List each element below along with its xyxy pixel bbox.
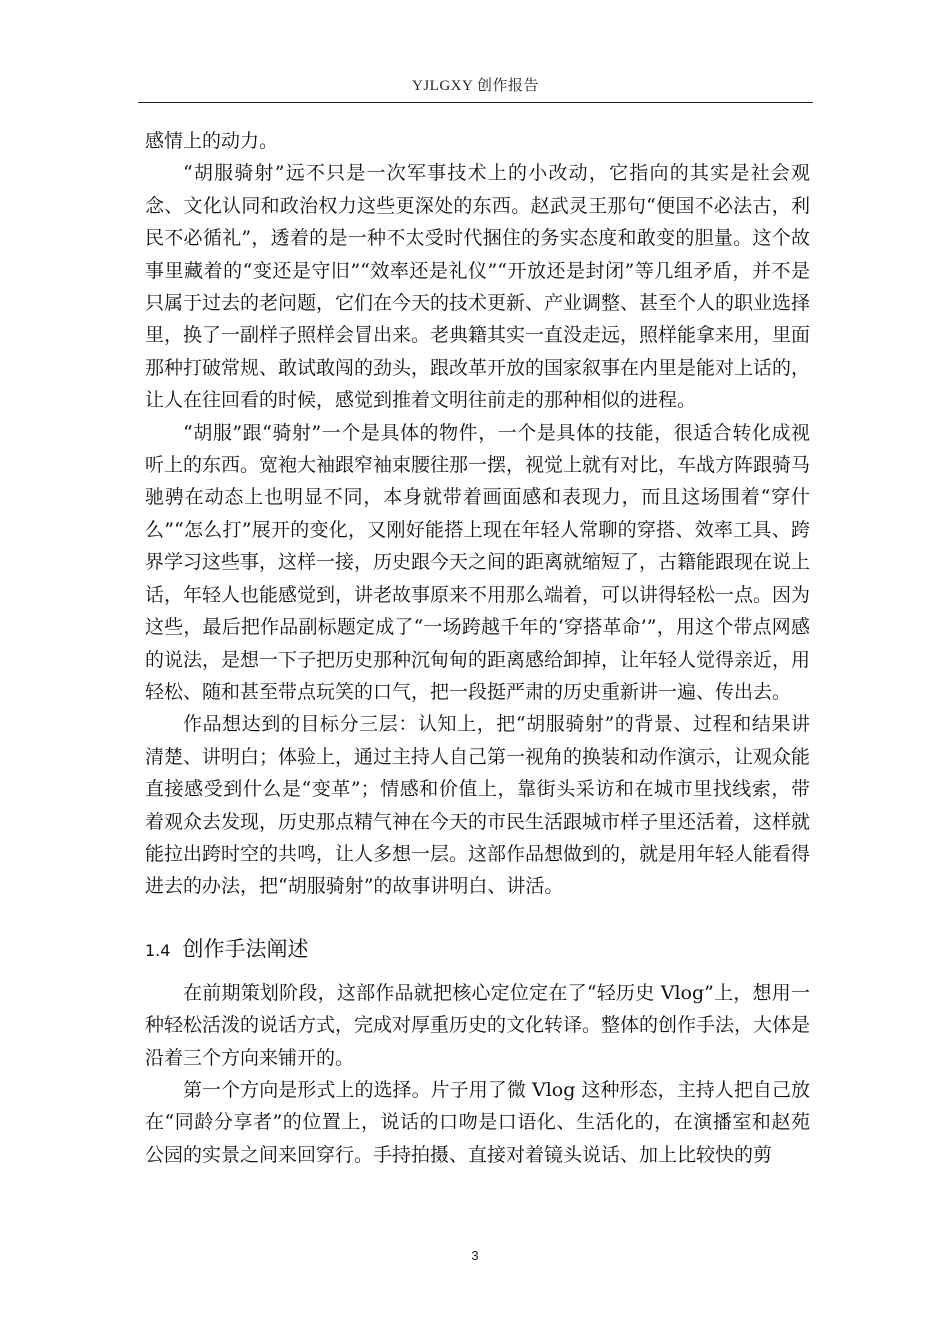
section-number: 1.4 <box>145 940 171 960</box>
header-divider <box>138 102 813 103</box>
paragraph: “胡服”跟“骑射”一个是具体的物件，一个是具体的技能，很适合转化成视听上的东西。宽袍大袖跟窄袖束腰往那一摆，视觉上就有对比，车战方阵跟骑马驰骋在动态上也明显不同，本身就带着画面感和表现力，而且这场围着“穿什么”“怎么打”展开的变化，又刚好能搭上现在年轻人常聊的穿搭、效率工具、跨界学习这些事，这样一接，历史跟今天之间的距离就缩短了，古籍能跟现在说上话，年轻人也能感觉到，讲老故事原来不用那么端着，可以讲得轻松一点。因为这些，最后把作品副标题定成了“一场跨越千年的‘穿搭革命’”，用这个带点网感的说法，是想一下子把历史那种沉甸甸的距离感给卸掉，让年轻人觉得亲近，用轻松、随和甚至带点玩笑的口气，把一段挺严肃的历史重新讲一遍、传出去。 <box>145 421 811 703</box>
document-body <box>145 125 810 1171</box>
running-header: YJLGXY 创作报告 <box>411 78 540 94</box>
section-heading <box>145 933 810 967</box>
page-number: 3 <box>471 1248 479 1263</box>
paragraph: 感情上的动力。 <box>145 130 279 152</box>
section-title: 创作手法阐述 <box>182 936 309 961</box>
paragraph: 在前期策划阶段，这部作品就把核心定位定在了“轻历史 Vlog”上，想用一种轻松活泼的说话方式，完成对厚重历史的文化转译。整体的创作手法，大体是沿着三个方向来铺开的。 <box>145 981 811 1069</box>
paragraph: 第一个方向是形式上的选择。片子用了微 Vlog 这种形态，主持人把自己放在“同龄分享者”的位置上，说话的口吻是口语化、生活化的，在演播室和赵苑公园的实景之间来回穿行。手持拍摄、直接对着镜头说话、加上比较快的剪 <box>145 1078 810 1166</box>
paragraph: “胡服骑射”远不只是一次军事技术上的小改动，它指向的其实是社会观念、文化认同和政治权力这些更深处的东西。赵武灵王那句“便国不必法古，利民不必循礼”，透着的是一种不太受时代捆住的务实态度和敢变的胆量。这个故事里藏着的“变还是守旧”“效率还是礼仪”“开放还是封闭”等几组矛盾，并不是只属于过去的老问题，它们在今天的技术更新、产业调整、甚至个人的职业选择里，换了一副样子照样会冒出来。老典籍其实一直没走远，照样能拿来用，里面那种打破常规、敢试敢闯的劲头，跟改革开放的国家叙事在内里是能对上话的，让人在往回看的时候，感觉到推着文明往前走的那种相似的进程。 <box>145 162 811 412</box>
paragraph: 作品想达到的目标分三层：认知上，把“胡服骑射”的背景、过程和结果讲清楚、讲明白；体验上，通过主持人自己第一视角的换装和动作演示，让观众能直接感受到什么是“变革”；情感和价值上，靠街头采访和在城市里找线索，带着观众去发现，历史那点精气神在今天的市民生活跟城市样子里还活着，这样就能拉出跨时空的共鸣，让人多想一层。这部作品想做到的，就是用年轻人能看得进去的办法，把“胡服骑射”的故事讲明白、讲活。 <box>145 713 811 898</box>
